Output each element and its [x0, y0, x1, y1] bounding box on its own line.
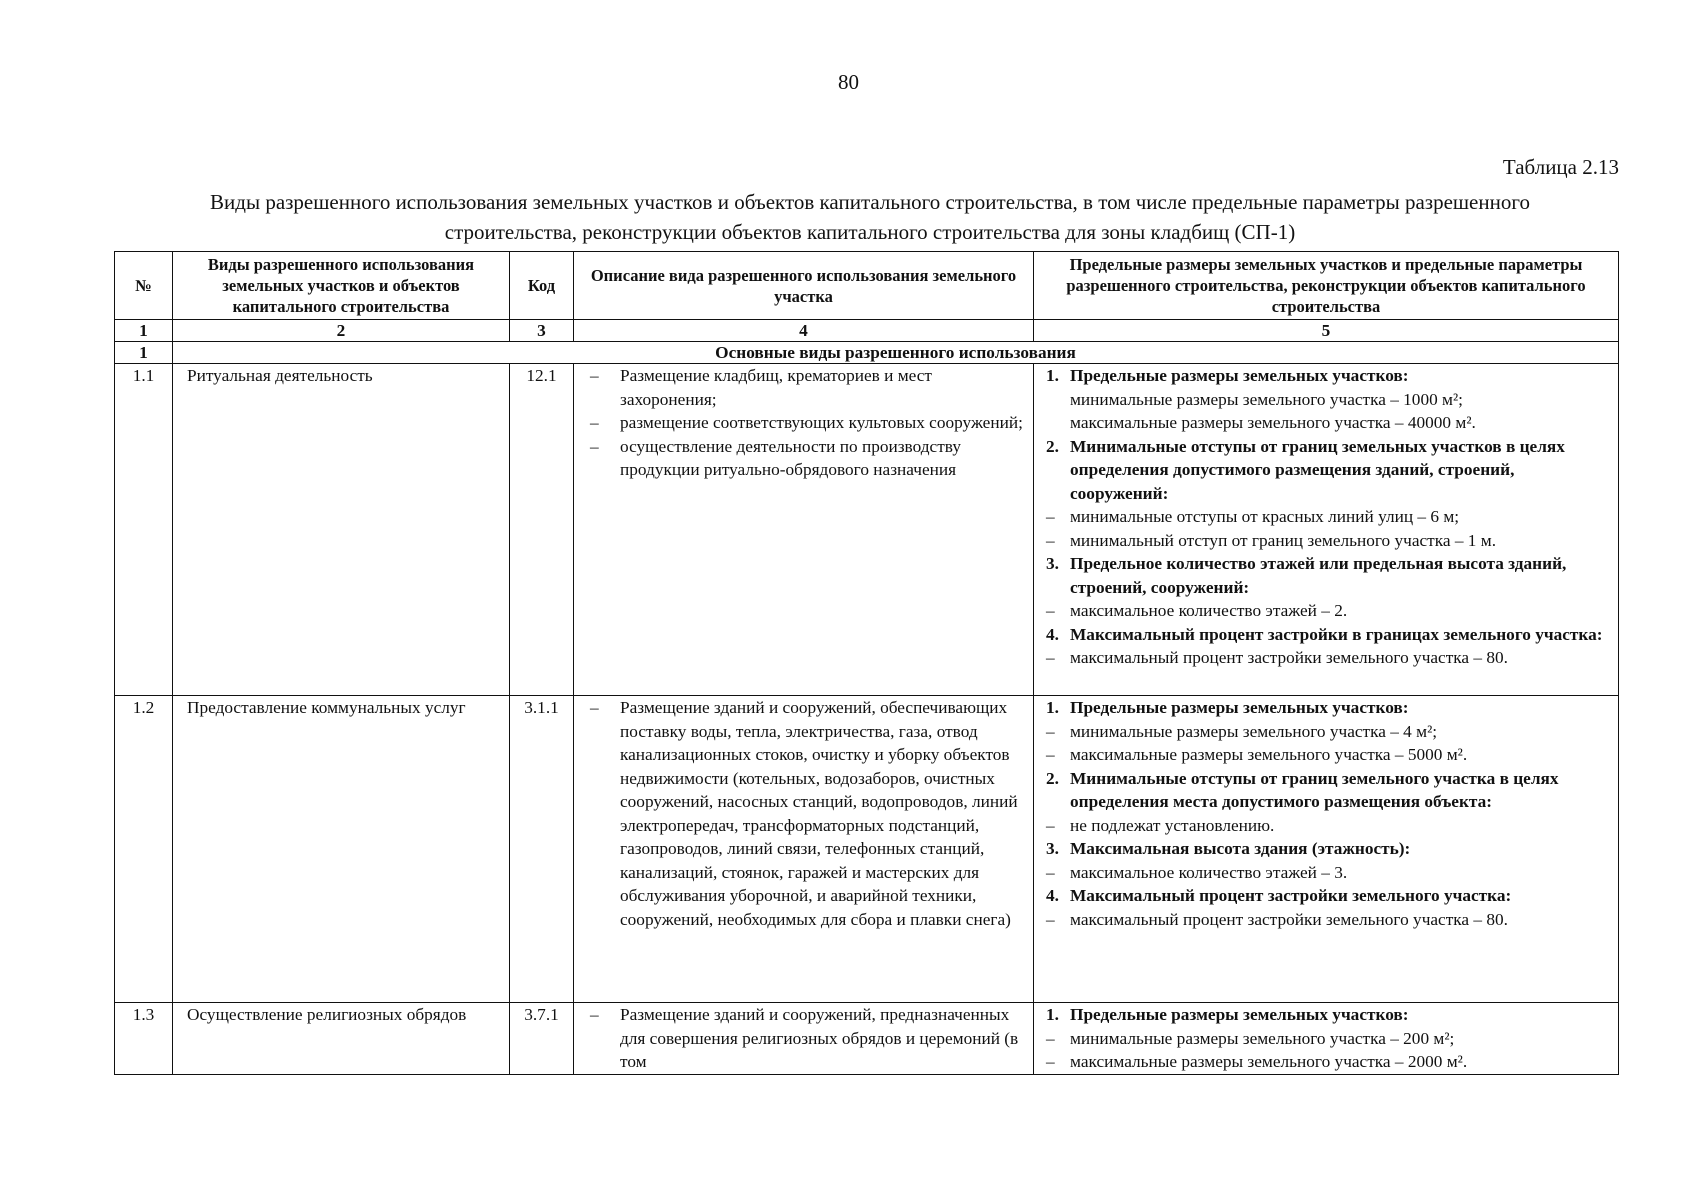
param-heading: 3. Максимальная высота здания (этажность):: [1046, 839, 1411, 858]
row-parameters: [1034, 1003, 1619, 1075]
param-line: минимальные размеры земельного участка – 1000 м²;: [1070, 389, 1463, 409]
param-line: – минимальные размеры земельного участка – 4 м²;: [1046, 721, 1438, 741]
row-number: 1.3: [115, 1003, 173, 1075]
land-use-table: [114, 251, 1619, 1075]
header-type: Виды разрешенного использования земельных участков и объектов капитального строительства: [173, 252, 510, 320]
param-heading: 4. Максимальный процент застройки земельного участка:: [1046, 886, 1512, 905]
row-code: 3.1.1: [510, 696, 574, 1003]
row-parameters: [1034, 696, 1619, 1003]
param-heading: 1. Предельные размеры земельных участков:: [1046, 366, 1409, 385]
param-line: максимальные размеры земельного участка – 40000 м².: [1070, 413, 1476, 432]
list-item: – размещение соответствующих культовых сооружений;: [590, 413, 1023, 432]
section-number: 1: [115, 342, 173, 364]
column-number: 1: [115, 320, 173, 342]
param-line: – максимальное количество этажей – 2.: [1046, 601, 1348, 620]
row-parameters: [1034, 364, 1619, 696]
page-number: 80: [838, 70, 859, 94]
param-heading: 2. Минимальные отступы от границ земельного участка в целях определения места допустимого размещения объекта:: [1046, 768, 1559, 811]
section-title: Основные виды разрешенного использования: [173, 342, 1619, 364]
section-row: [115, 342, 1619, 364]
list-item: – Размещение зданий и сооружений, обеспечивающих поставку воды, тепла, электричества, газа, отвод канализационных стоков, очистку и уборку объектов недвижимости (котельных, водозаборов, очистных сооружений, насосных станций, водопроводов, линий электропередач, трансформаторных подстанций, газопроводов, линий связи, телефонных станций, канализаций, стоянок, гаражей и мастерских для обслуживания уборочной, и аварийной техники, сооружений, необходимых для сбора и плавки снега): [590, 698, 1018, 929]
row-code: 3.7.1: [510, 1003, 574, 1075]
param-heading: 2. Минимальные отступы от границ земельных участков в целях определения допустимого размещения зданий, строений, сооружений:: [1046, 436, 1565, 503]
row-number: 1.1: [115, 364, 173, 696]
param-heading: 4. Максимальный процент застройки в границах земельного участка:: [1046, 624, 1603, 644]
param-line: – минимальные отступы от красных линий улиц – 6 м;: [1046, 507, 1460, 526]
param-line: – максимальные размеры земельного участка – 5000 м².: [1046, 745, 1468, 764]
row-code: 12.1: [510, 364, 574, 696]
header-row: [115, 252, 1619, 320]
param-line: – максимальный процент застройки земельного участка – 80.: [1046, 909, 1508, 929]
row-type: Осуществление религиозных обрядов: [173, 1003, 510, 1075]
table-row: [115, 696, 1619, 1003]
table-title: Виды разрешенного использования земельных участков и объектов капитального строительства, в том числе предельные параметры разрешенного строительства, реконструкции объектов капитального строительства для зоны кладбищ (СП-1): [210, 190, 1530, 244]
param-heading: 1. Предельные размеры земельных участков:: [1046, 1005, 1409, 1024]
column-number: 4: [574, 320, 1034, 342]
param-heading: 1. Предельные размеры земельных участков:: [1046, 698, 1409, 717]
param-line: – максимальное количество этажей – 3.: [1046, 862, 1348, 882]
param-heading: 3. Предельное количество этажей или предельная высота зданий, строений, сооружений:: [1046, 554, 1567, 597]
list-item: – осуществление деятельности по производству продукции ритуально-обрядового назначения: [590, 436, 961, 479]
header-description: Описание вида разрешенного использования земельного участка: [574, 252, 1034, 320]
param-line: – не подлежат установлению.: [1046, 815, 1275, 835]
row-number: 1.2: [115, 696, 173, 1003]
column-number: 5: [1034, 320, 1619, 342]
table-label: Таблица 2.13: [1502, 155, 1619, 179]
row-type: Предоставление коммунальных услуг: [173, 696, 510, 1003]
row-description: [574, 364, 1034, 696]
row-description: [574, 1003, 1034, 1075]
param-line: – максимальный процент застройки земельного участка – 80.: [1046, 648, 1508, 667]
header-parameters: Предельные размеры земельных участков и предельные параметры разрешенного строительства, реконструкции объектов капитального строительства: [1034, 252, 1619, 320]
row-description: [574, 696, 1034, 1003]
list-item: – Размещение зданий и сооружений, предназначенных для совершения религиозных обрядов и церемоний (в том: [590, 1005, 1019, 1071]
param-line: – максимальные размеры земельного участка – 2000 м².: [1046, 1052, 1468, 1071]
header-code: Код: [510, 252, 574, 320]
column-number: 2: [173, 320, 510, 342]
list-item: – Размещение кладбищ, крематориев и мест захоронения;: [590, 366, 932, 409]
param-line: – минимальные размеры земельного участка – 200 м²;: [1046, 1028, 1455, 1048]
column-number-row: [115, 320, 1619, 342]
header-num: №: [115, 252, 173, 320]
column-number: 3: [510, 320, 574, 342]
param-line: – минимальный отступ от границ земельного участка – 1 м.: [1046, 530, 1497, 550]
row-type: Ритуальная деятельность: [173, 364, 510, 696]
table-row: [115, 364, 1619, 696]
table-row: [115, 1003, 1619, 1075]
